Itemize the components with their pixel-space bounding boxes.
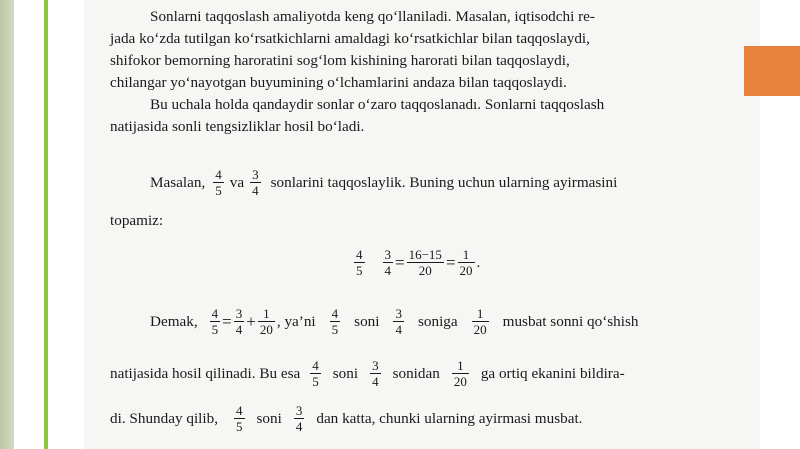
para1-line3: shifokor bemorning haroratini sog‘lom kishining harorati bilan taqqoslaydi, (110, 52, 570, 69)
concl-fraction-b2 (393, 306, 404, 337)
conclusion-soniga: soniga (417, 312, 458, 330)
fraction-numerator: 1 (472, 306, 489, 322)
conclusion-sonidan: sonidan (392, 364, 440, 382)
fraction-numerator: 1 (458, 247, 475, 263)
fraction-numerator: 3 (384, 247, 391, 262)
eq-fraction-a (354, 247, 365, 278)
fraction-denominator: 5 (215, 183, 222, 198)
fraction-denominator: 4 (235, 322, 243, 337)
example-rest: sonlarini taqqoslaylik. Buning uchun ularning ayirmasini (270, 173, 618, 191)
para2-line2: natijasida sonli tengsizliklar hosil bo‘ladi. (110, 118, 365, 135)
fraction-numerator: 4 (211, 306, 219, 321)
fraction-numerator: 4 (356, 247, 363, 262)
difference-equation (352, 247, 480, 278)
fraction-numerator: 1 (258, 306, 275, 322)
fraction-numerator: 3 (372, 358, 379, 373)
conclusion-soni-3: soni (256, 409, 282, 427)
concl3-fraction-a (234, 403, 245, 434)
concl-fraction-b (234, 306, 245, 337)
slide-accent-tab (744, 46, 800, 96)
concl3-fraction-b (294, 403, 305, 434)
slide-accent-bar (44, 0, 48, 449)
fraction-numerator: 16−15 (408, 247, 442, 262)
fraction-denominator: 5 (211, 322, 219, 337)
conclusion-line2-start: natijasida hosil qilinadi. Bu esa (110, 364, 301, 382)
conclusion-line2-end: ga ortiq ekanini bildira- (480, 364, 625, 382)
concl-fraction-c2 (472, 306, 489, 337)
eq-fraction-c (407, 247, 444, 278)
conclusion-musbat: musbat sonni qo‘shish (502, 312, 639, 330)
example-line2: topamiz: (110, 212, 164, 229)
slide-decor-stripe (0, 0, 14, 449)
fraction-numerator: 4 (312, 358, 319, 373)
plus-sign: + (246, 311, 256, 331)
fraction-denominator: 4 (295, 419, 303, 434)
concl2-fraction-b (370, 358, 381, 389)
fraction-denominator: 4 (384, 263, 391, 278)
para1-line2: jada ko‘zda tutilgan ko‘rsatkichlarni amaldagi ko‘rsatkichlar bilan taqqoslaydi, (110, 30, 590, 47)
fraction-numerator: 3 (395, 306, 402, 321)
example-intro: Masalan, (150, 173, 206, 191)
equals-sign: = (222, 311, 232, 331)
concl-fraction-a (210, 306, 221, 337)
conclusion-line3-end: dan katta, chunki ularning ayirmasi musbat. (316, 409, 583, 427)
example-line (150, 167, 617, 198)
fraction-denominator: 5 (236, 419, 243, 434)
fraction-numerator: 3 (235, 306, 243, 321)
concl-fraction-a2 (330, 306, 341, 337)
fraction-denominator: 20 (473, 322, 487, 337)
fraction-denominator: 5 (356, 263, 363, 278)
para1-line1: Sonlarni taqqoslash amaliyotda keng qo‘llaniladi. Masalan, iqtisodchi re- (150, 8, 595, 25)
conclusion-line3 (110, 403, 582, 434)
example-va: va (229, 173, 245, 191)
equation-period: . (476, 253, 481, 271)
fraction-numerator: 1 (452, 358, 469, 374)
fraction-denominator: 20 (453, 374, 467, 389)
para1-line4: chilangar yo‘nayotgan buyumining o‘lchamlarini andaza bilan taqqoslaydi. (110, 74, 567, 91)
equals-sign: = (395, 252, 405, 272)
conclusion-yani: , ya’ni (276, 312, 316, 330)
fraction-denominator: 4 (395, 322, 402, 337)
fraction-3-4 (250, 167, 261, 198)
concl2-fraction-c (452, 358, 469, 389)
concl2-fraction-a (310, 358, 321, 389)
fraction-denominator: 5 (312, 374, 319, 389)
eq-fraction-b (383, 247, 394, 278)
conclusion-line3-start: di. Shunday qilib, (110, 409, 219, 427)
para2-line1: Bu uchala holda qandaydir sonlar o‘zaro taqqoslanadı. Sonlarni taqqoslash (150, 96, 605, 113)
conclusion-line1 (150, 306, 639, 337)
conclusion-demak: Demak, (150, 312, 198, 330)
fraction-denominator: 20 (459, 263, 473, 278)
fraction-numerator: 3 (252, 167, 259, 182)
eq-fraction-d (458, 247, 475, 278)
equals-sign: = (445, 252, 456, 272)
fraction-numerator: 4 (215, 167, 222, 182)
conclusion-line2 (110, 358, 625, 389)
fraction-numerator: 3 (295, 403, 303, 418)
concl-fraction-c (258, 306, 275, 337)
conclusion-soni-2: soni (332, 364, 359, 382)
fraction-denominator: 4 (252, 183, 259, 198)
fraction-denominator: 4 (372, 374, 379, 389)
fraction-numerator: 4 (331, 306, 339, 321)
fraction-4-5 (213, 167, 224, 198)
fraction-numerator: 4 (236, 403, 243, 418)
fraction-denominator: 20 (259, 322, 273, 337)
conclusion-soni: soni (354, 312, 380, 330)
fraction-denominator: 5 (331, 322, 339, 337)
fraction-denominator: 20 (418, 263, 432, 278)
